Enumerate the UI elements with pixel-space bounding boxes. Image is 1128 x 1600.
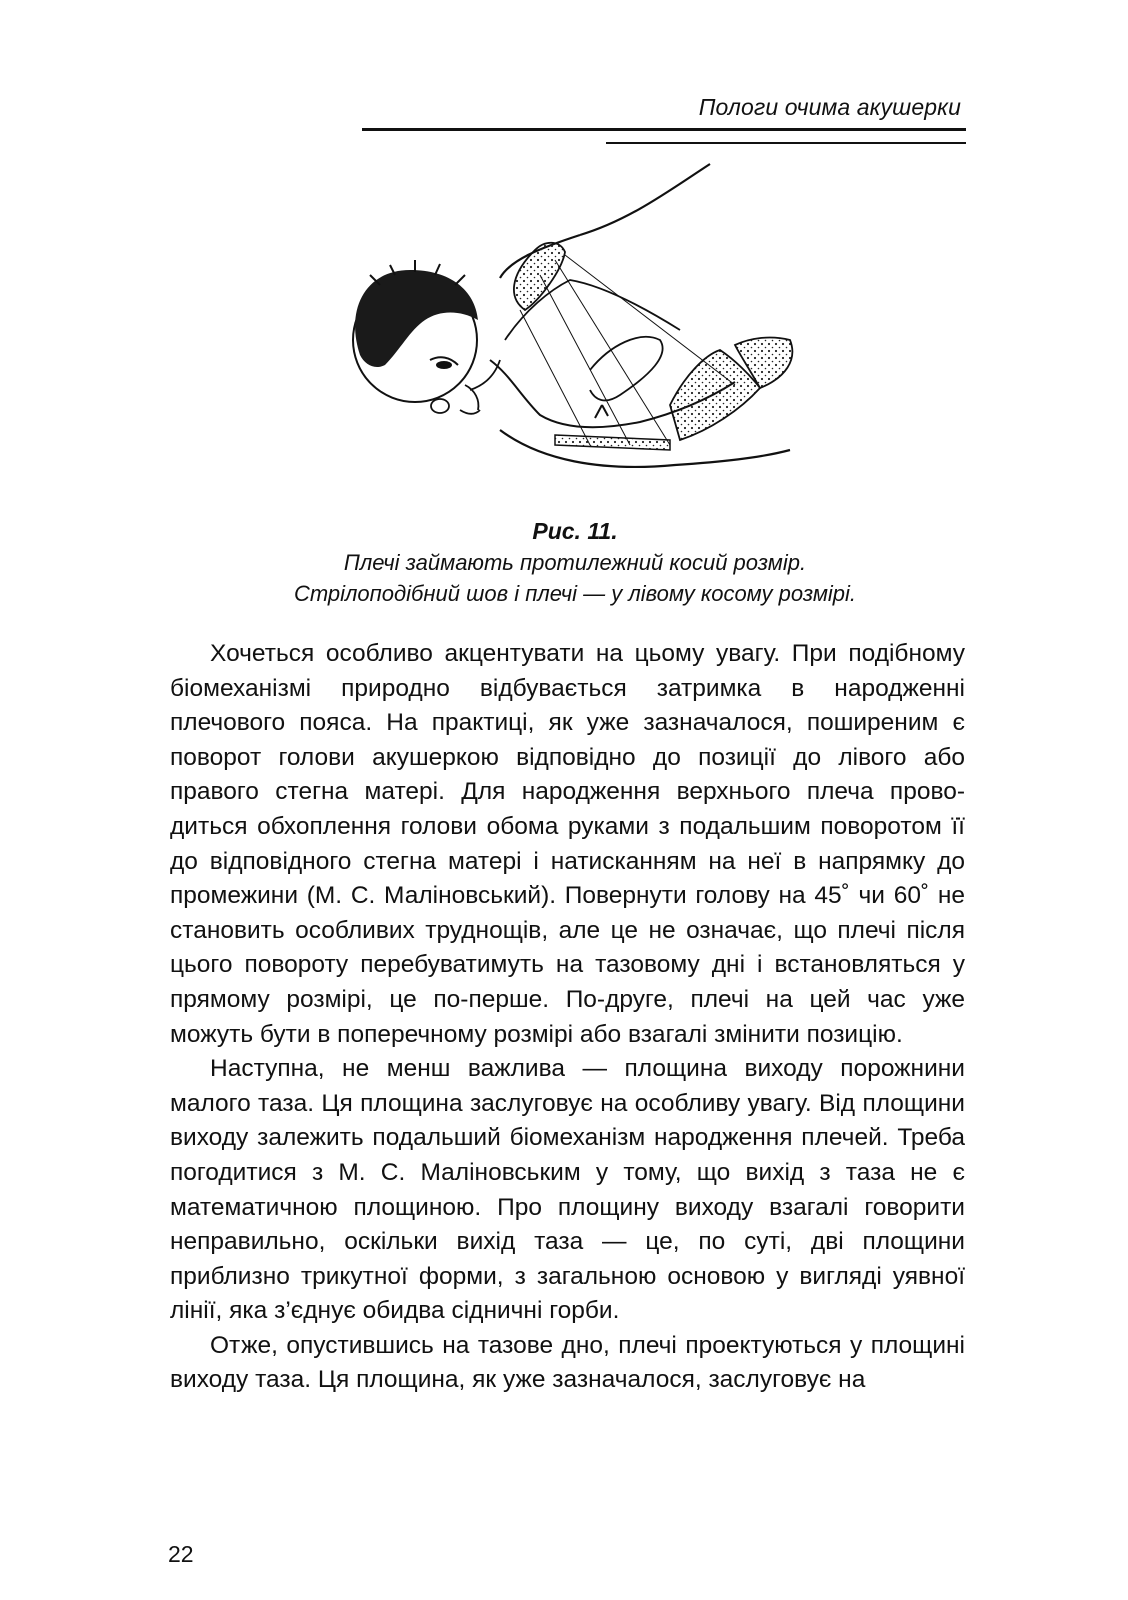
header-rule-bottom xyxy=(606,142,966,144)
header-rule-top xyxy=(362,128,966,131)
figure-illustration xyxy=(340,160,810,500)
caption-line: Плечі займають протилежний косий розмір. xyxy=(343,550,807,575)
paragraph: Хочеться особливо акцентувати на цьому увагу. При подібному біомеханізмі природно відбувається затримка в народженні плечового пояса. На практиці, як уже зазначалося, поширеним є поворот голови акушеркою відповідно до позиції до лівого або правого стегна матері. Для народження верхнього плеча проводиться обхоплення голови обома руками з подальшим поворотом її до відповідного стегна матері і натисканням на неї в напрямку до промежини (М. С. Маліновський). Повернути голову на 45˚ чи 60˚ не становить особливих труднощів, але це не означає, що плечі після цього повороту перебуватимуть на тазовому дні і встановляться у прямому розмірі, це по-перше. По-друге, плечі на цей час уже можуть бути в поперечному розмірі або взагалі змінити позицію. xyxy=(170,640,965,1048)
newborn-shoulders-drawing-icon xyxy=(340,160,810,500)
paragraph: Наступна, не менш важлива — площина виходу порожнини малого таза. Ця площина заслуговує на особливу увагу. Від площини виходу залежить подальший біомеханізм народження плечей. Треба погодитися з М. С. Маліновським у тому, що вихід з таза не є математичною площиною. Про площину виходу взагалі говорити неправильно, оскільки вихід таза — це, по суті, дві площини приблизно трикутної форми, з загальною основою у вигляді уявної лінії, яка з’єднує обидва сідничні горби. xyxy=(170,1055,965,1325)
body-text xyxy=(170,637,965,1398)
page-number: 22 xyxy=(168,1541,194,1567)
figure-label: Рис. 11. xyxy=(532,518,618,544)
figure-caption xyxy=(160,516,990,609)
running-header: Пологи очима акушерки xyxy=(698,94,961,120)
paragraph: Отже, опустившись на тазове дно, плечі проектуються у площині виходу таза. Ця площина, як уже зазначалося, заслуговує на xyxy=(170,1331,965,1394)
caption-line: Стрілоподібний шов і плечі — у лівому косому розмірі. xyxy=(293,581,857,606)
